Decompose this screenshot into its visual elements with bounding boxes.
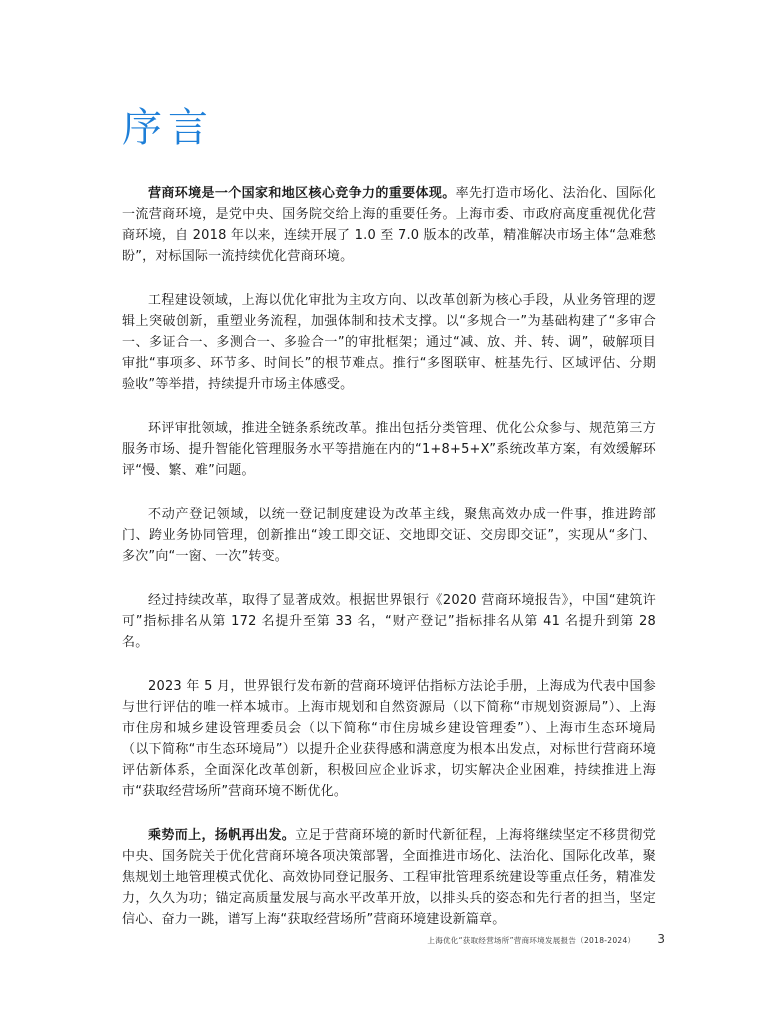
paragraph-3 xyxy=(122,418,656,481)
page-number: 3 xyxy=(657,932,665,946)
paragraph-5 xyxy=(122,590,656,653)
page-title: 序言 xyxy=(122,105,214,151)
paragraph-lead: 乘势而上，扬帆再出发。 xyxy=(148,828,296,843)
paragraph-6 xyxy=(122,676,656,802)
paragraph-text: 经过持续改革，取得了显著成效。根据世界银行《2020 营商环境报告》，中国“建筑许可”指标排名从第 172 名提升至第 33 名，“财产登记”指标排名从第 41 名提升到第 28 名。 xyxy=(122,593,656,650)
footer-report-title: 上海优化“获取经营场所”营商环境发展报告（2018-2024） xyxy=(427,936,636,945)
paragraph-text: 环评审批领域，推进全链条系统改革。推出包括分类管理、优化公众参与、规范第三方服务市场、提升智能化管理服务水平等措施在内的“1+8+5+X”系统改革方案，有效缓解环评“慢、繁、难”问题。 xyxy=(122,421,656,478)
paragraph-text: 立足于营商环境的新时代新征程，上海将继续坚定不移贯彻党中央、国务院关于优化营商环境各项决策部署，全面推进市场化、法治化、国际化改革，聚焦规划土地管理模式优化、高效协同登记服务、工程审批管理系统建设等重点任务，精准发力，久久为功；锚定高质量发展与高水平改革开放，以排头兵的姿态和先行者的担当，坚定信心、奋力一跳，谱写上海“获取经营场所”营商环境建设新篇章。 xyxy=(122,828,657,927)
paragraph-4 xyxy=(122,504,656,567)
paragraph-lead: 营商环境是一个国家和地区核心竞争力的重要体现。 xyxy=(148,186,456,201)
preface-body xyxy=(122,183,656,953)
paragraph-1 xyxy=(122,183,656,267)
paragraph-text: 不动产登记领域，以统一登记制度建设为改革主线，聚焦高效办成一件事，推进跨部门、跨业务协同管理，创新推出“竣工即交证、交地即交证、交房即交证”，实现从“多门、多次”向“一窗、一次”转变。 xyxy=(122,507,656,564)
paragraph-7 xyxy=(122,825,656,930)
paragraph-text: 工程建设领域，上海以优化审批为主攻方向、以改革创新为核心手段，从业务管理的逻辑上突破创新，重塑业务流程，加强体制和技术支撑。以“多规合一”为基础构建了“多审合一、多证合一、多测合一、多验合一”的审批框架；通过“减、放、并、转、调”，破解项目审批“事项多、环节多、时间长”的根节难点。推行“多图联审、桩基先行、区域评估、分期验收”等举措，持续提升市场主体感受。 xyxy=(122,293,656,392)
paragraph-text: 2023 年 5 月，世界银行发布新的营商环境评估指标方法论手册，上海成为代表中国参与世行评估的唯一样本城市。上海市规划和自然资源局（以下简称“市规划资源局”）、上海市住房和城乡建设管理委员会（以下简称“市住房城乡建设管理委”）、上海市生态环境局（以下简称“市生态环境局”）以提升企业获得感和满意度为根本出发点，对标世行营商环境评估新体系，全面深化改革创新，积极回应企业诉求，切实解决企业困难，持续推进上海市“获取经营场所”营商环境不断优化。 xyxy=(122,679,656,799)
page-footer xyxy=(427,932,665,946)
paragraph-text: 率先打造市场化、法治化、国际化一流营商环境，是党中央、国务院交给上海的重要任务。上海市委、市政府高度重视优化营商环境，自 2018 年以来，连续开展了 1.0 至 7.0 版本的改革，精准解决市场主体“急难愁盼”，对标国际一流持续优化营商环境。 xyxy=(122,186,656,264)
paragraph-2 xyxy=(122,290,656,395)
